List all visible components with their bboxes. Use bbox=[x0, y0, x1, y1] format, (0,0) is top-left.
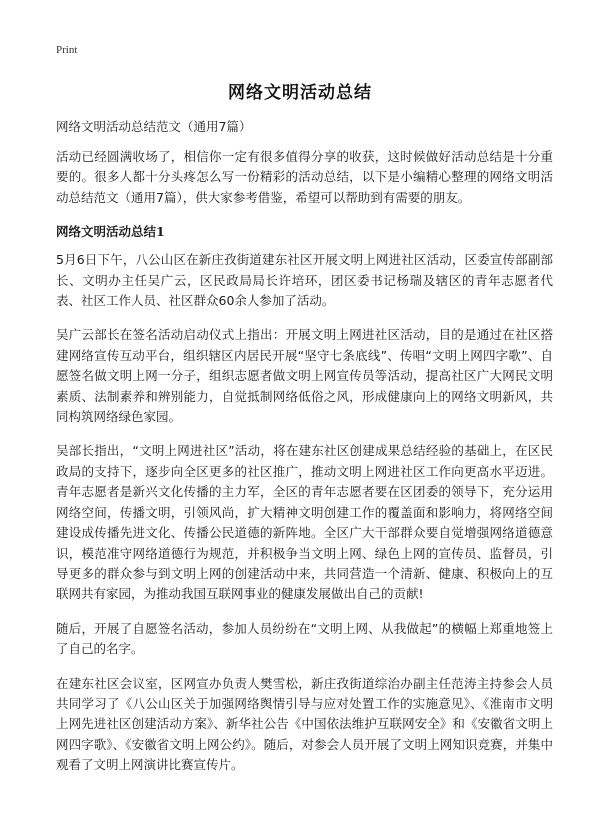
print-link[interactable]: Print bbox=[56, 44, 78, 56]
body-paragraph-2: 吴广云部长在签名活动启动仪式上指出：开展文明上网进社区活动，目的是通过在社区搭建网络宣传互动平台，组织辖区内居民开展“坚守七条底线”、传唱“文明上网四字歌”、自愿签名做文明上网一分子，组织志愿者做文明上网宣传员等活动，提高社区广大网民文明素质、法制素养和辨别能力，自觉抵制网络低俗之风，形成健康向上的网络文明新风，共同构筑网络绿色家园。 bbox=[56, 327, 553, 425]
document-title: 网络文明活动总结 bbox=[228, 83, 372, 103]
document-subtitle: 网络文明活动总结范文（通用7篇） bbox=[56, 119, 252, 134]
body-paragraph-4: 随后，开展了自愿签名活动，参加人员纷纷在“文明上网、从我做起”的横幅上郑重地签上了自己的名字。 bbox=[56, 620, 553, 657]
body-paragraph-3: 吴部长指出，“文明上网进社区”活动，将在建东社区创建成果总结经验的基础上，在区民政局的支持下，逐步向全区更多的社区推广，推动文明上网进社区工作向更高水平迈进。青年志愿者是新兴文化传播的主力军，全区的青年志愿者要在区团委的领导下，充分运用网络空间，传播文明，引领风尚，扩大精神文明创建工作的覆盖面和影响力，将网络空间建设成传播先进文化、传播公民道德的新阵地。全区广大干部群众要自觉增强网络道德意识，模范准守网络道德行为规范，并积极争当文明上网、绿色上网的宣传员、监督员，引导更多的群众参与到文明上网的创建活动中来，共同营造一个清新、健康、积极向上的互联网共有家园，为推动我国互联网事业的健康发展做出自己的贡献! bbox=[56, 443, 553, 602]
body-paragraph-5: 在建东社区会议室，区网宣办负责人樊雪松，新庄孜街道综治办副主任范涛主持参会人员共同学习了《八公山区关于加强网络舆情引导与应对处置工作的实施意见》、《淮南市文明上网先进社区创建活动方案》、新华社公告《中国依法维护互联网安全》和《安徽省文明上网四字歌》、《安徽省文明上网公约》。随后，对参会人员开展了文明上网知识竞赛，并集中观看了文明上网演讲比赛宣传片。 bbox=[56, 675, 553, 773]
body-paragraph-1: 5月6日下午，八公山区在新庄孜街道建东社区开展文明上网进社区活动，区委宣传部副部长、文明办主任吴广云，区民政局局长许培环，团区委书记杨瑞及辖区的青年志愿者代表、社区工作人员、社区群众60余人参加了活动。 bbox=[56, 252, 553, 309]
intro-paragraph: 活动已经圆满收场了，相信你一定有很多值得分享的收获，这时候做好活动总结是十分重要的。很多人都十分头疼怎么写一份精彩的活动总结，以下是小编精心整理的网络文明活动总结范文（通用7篇），供大家参考借鉴，希望可以帮助到有需要的朋友。 bbox=[56, 149, 553, 205]
section-heading: 网络文明活动总结1 bbox=[56, 224, 165, 240]
document-body bbox=[56, 117, 553, 790]
